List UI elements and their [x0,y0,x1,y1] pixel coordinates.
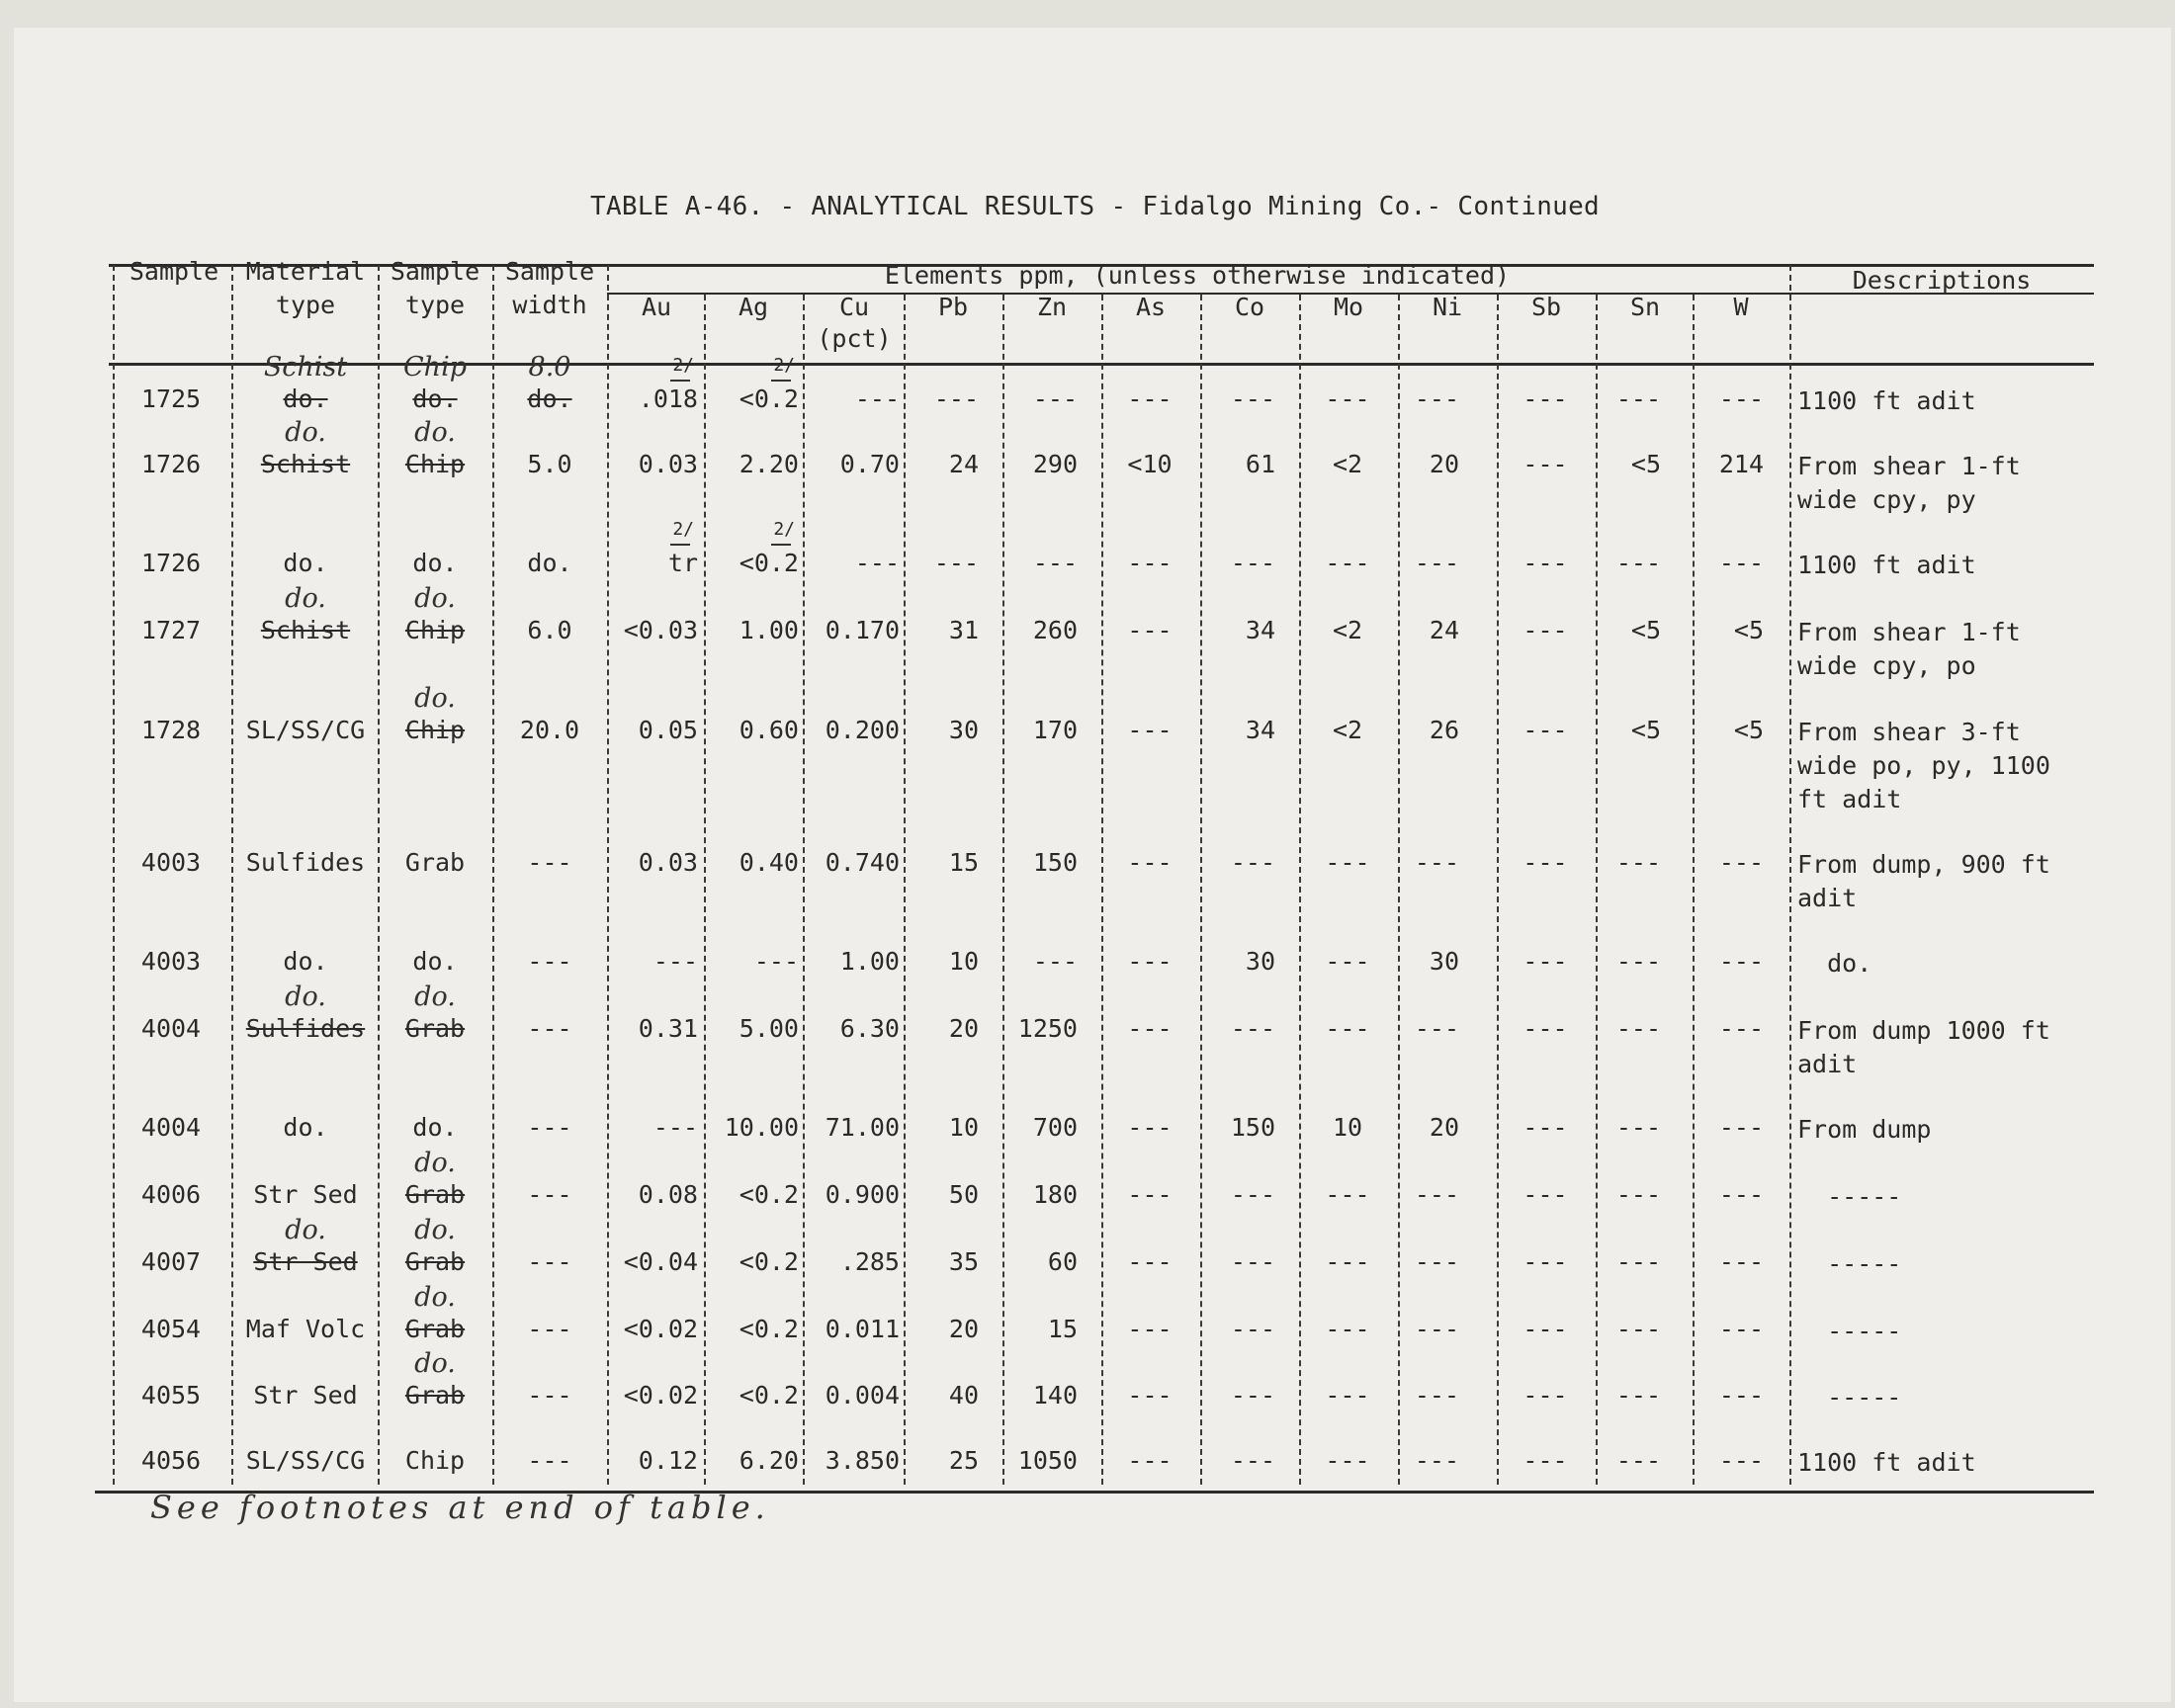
cell-as: <10 [1127,450,1173,478]
cell-au: <0.02 [623,1381,698,1409]
table-title: TABLE A-46. - ANALYTICAL RESULTS - Fidalgo Mining Co.- Continued [590,192,1601,221]
handwritten-annotation: do. [414,1282,456,1313]
cell-ag: <0.2 [739,384,799,413]
cell-width: --- [527,1446,572,1475]
cell-sb: --- [1522,450,1568,478]
cell-cu: --- [854,549,900,577]
description-line: 1100 ft adit [1797,386,1976,415]
cell-co: --- [1230,1446,1275,1475]
header-as: As [1135,293,1167,321]
cell-cu: 0.011 [825,1315,900,1343]
cell-ag: 0.40 [739,848,799,877]
cell-sn: --- [1615,384,1661,413]
description-line: adit [1797,884,1858,912]
header-sample-type: type [404,291,466,319]
cell-mo: --- [1325,848,1370,877]
description-line: ----- [1797,1249,1902,1278]
cell-mo: --- [1325,1446,1370,1475]
cell-cu: 1.00 [839,947,900,976]
cell-cu: 3.850 [825,1446,900,1475]
cell-co: 61 [1245,450,1275,478]
cell-co: --- [1230,848,1275,877]
cell-sample: 1726 [140,450,202,478]
cell-cu: 0.004 [825,1381,900,1409]
description-line: wide po, py, 1100 [1797,751,2050,780]
cell-as: --- [1127,1247,1173,1276]
description-line: do. [1797,949,1872,978]
cell-ag: 0.60 [739,716,799,744]
description-line: 1100 ft adit [1797,1448,1976,1477]
cell-co: --- [1230,1247,1275,1276]
description-line: adit [1797,1050,1858,1078]
cell-pb: 40 [948,1381,979,1409]
handwritten-annotation: do. [285,982,326,1012]
header-w: W [1733,293,1749,321]
cell-au: <0.02 [623,1315,698,1343]
description-line: ----- [1797,1383,1902,1411]
cell-as: --- [1127,947,1173,976]
cell-width: 6.0 [527,616,572,644]
cell-ni: --- [1414,1180,1459,1209]
column-divider [803,295,805,1485]
cell-au: 0.12 [638,1446,698,1475]
footnote-ref-rule [771,380,791,382]
cell-sample: 1728 [140,716,202,744]
cell-sb: --- [1522,1247,1568,1276]
cell-co: --- [1230,1381,1275,1409]
cell-stype: Grab [404,1014,466,1043]
description-line: ----- [1797,1182,1902,1211]
handwritten-annotation: do. [414,1348,456,1379]
handwritten-annotation: do. [285,583,326,614]
cell-sample: 4003 [140,848,202,877]
cell-sb: --- [1522,947,1568,976]
cell-sb: --- [1522,616,1568,644]
cell-sample: 1725 [140,384,202,413]
cell-zn: 290 [1032,450,1078,478]
cell-au: 0.03 [638,848,698,877]
cell-sb: --- [1522,848,1568,877]
cell-ag: <0.2 [739,1180,799,1209]
cell-zn: --- [1032,947,1078,976]
cell-as: --- [1127,1446,1173,1475]
cell-sb: --- [1522,1315,1568,1343]
cell-zn: 140 [1032,1381,1078,1409]
cell-sample: 4006 [140,1180,202,1209]
description-line: wide cpy, po [1797,651,1976,680]
handwritten-annotation: do. [414,583,456,614]
handwritten-annotation: do. [414,1148,456,1178]
cell-sn: --- [1615,1315,1661,1343]
cell-sb: --- [1522,549,1568,577]
cell-as: --- [1127,616,1173,644]
cell-w: --- [1718,1381,1764,1409]
cell-as: --- [1127,549,1173,577]
handwritten-annotation: do. [285,1215,326,1245]
cell-cu: 0.900 [825,1180,900,1209]
cell-stype: do. [412,384,458,413]
footnote-ref-rule [771,544,791,546]
cell-au: tr [667,549,698,577]
cell-material: SL/SS/CG [245,1446,366,1475]
cell-cu: 6.30 [839,1014,900,1043]
cell-material: Str Sed [253,1381,358,1409]
cell-sn: --- [1615,1247,1661,1276]
cell-zn: --- [1032,549,1078,577]
cell-sn: --- [1615,947,1661,976]
cell-cu: .285 [839,1247,900,1276]
cell-sb: --- [1522,1014,1568,1043]
cell-stype: do. [412,549,458,577]
cell-zn: 60 [1047,1247,1078,1276]
header-pb: Pb [937,293,969,321]
cell-stype: Grab [404,848,466,877]
handwritten-annotation: do. [414,417,456,448]
cell-w: <5 [1733,616,1764,644]
cell-cu: 71.00 [825,1113,900,1142]
cell-au: --- [652,947,698,976]
cell-sb: --- [1522,716,1568,744]
cell-w: --- [1718,549,1764,577]
cell-ni: --- [1414,549,1459,577]
cell-stype: Chip [404,450,466,478]
cell-ni: --- [1414,1014,1459,1043]
cell-ni: 20 [1429,450,1459,478]
cell-au: --- [652,1113,698,1142]
cell-zn: 700 [1032,1113,1078,1142]
cell-pb: 24 [948,450,979,478]
cell-zn: 1250 [1017,1014,1078,1043]
cell-pb: 50 [948,1180,979,1209]
cell-width: do. [527,549,572,577]
cell-ag: 6.20 [739,1446,799,1475]
cell-ag: 1.00 [739,616,799,644]
cell-zn: 150 [1032,848,1078,877]
cell-pb: --- [933,549,979,577]
handwritten-annotation: do. [414,1215,456,1245]
cell-sb: --- [1522,1180,1568,1209]
cell-as: --- [1127,1014,1173,1043]
footnote-ref: 2/ [773,519,795,540]
footnote-ref: 2/ [672,519,694,540]
cell-mo: <2 [1332,716,1363,744]
cell-cu: 0.740 [825,848,900,877]
description-line: 1100 ft adit [1797,551,1976,579]
cell-width: --- [527,1014,572,1043]
cell-w: --- [1718,947,1764,976]
cell-w: --- [1718,1180,1764,1209]
cell-co: 34 [1245,716,1275,744]
cell-ni: --- [1414,1247,1459,1276]
cell-w: <5 [1733,716,1764,744]
cell-w: --- [1718,1247,1764,1276]
cell-sb: --- [1522,1446,1568,1475]
cell-sample: 4003 [140,947,202,976]
cell-ni: --- [1414,1381,1459,1409]
cell-co: --- [1230,1180,1275,1209]
cell-w: --- [1718,1446,1764,1475]
cell-stype: Chip [404,616,466,644]
header-material: Material [245,257,366,286]
header-au: Au [641,293,672,321]
cell-w: --- [1718,1014,1764,1043]
cell-ni: --- [1414,1446,1459,1475]
footnote-ref: 2/ [672,355,694,376]
cell-pb: 15 [948,848,979,877]
cell-au: <0.04 [623,1247,698,1276]
cell-stype: Grab [404,1381,466,1409]
handwritten-annotation: do. [414,982,456,1012]
header-sb: Sb [1530,293,1562,321]
cell-width: --- [527,1315,572,1343]
cell-cu: 0.70 [839,450,900,478]
description-line: From dump 1000 ft [1797,1016,2050,1045]
cell-sb: --- [1522,1113,1568,1142]
cell-w: --- [1718,848,1764,877]
cell-width: --- [527,848,572,877]
cell-sn: --- [1615,1446,1661,1475]
cell-ag: <0.2 [739,1381,799,1409]
cell-stype: Grab [404,1247,466,1276]
cell-co: --- [1230,1315,1275,1343]
cell-width: --- [527,947,572,976]
cell-w: --- [1718,1315,1764,1343]
column-divider [1789,265,1791,1485]
cell-sn: --- [1615,549,1661,577]
description-line: ft adit [1797,785,1902,813]
header-sample: Sample [129,257,219,286]
cell-sample: 4055 [140,1381,202,1409]
handwritten-annotation: do. [285,417,326,448]
handwritten-annotation: Chip [403,352,467,383]
cell-stype: Grab [404,1180,466,1209]
cell-width: --- [527,1180,572,1209]
header-cu: Cu [838,293,870,321]
cell-pb: 25 [948,1446,979,1475]
cell-as: --- [1127,848,1173,877]
cell-pb: --- [933,384,979,413]
cell-width: --- [527,1247,572,1276]
cell-material: Maf Volc [245,1315,366,1343]
cell-sn: --- [1615,1113,1661,1142]
cell-as: --- [1127,1180,1173,1209]
cell-sn: <5 [1630,450,1661,478]
cell-material: Sulfides [245,848,366,877]
cell-w: 214 [1718,450,1764,478]
cell-material: Str Sed [253,1247,358,1276]
cell-mo: <2 [1332,616,1363,644]
cell-sn: --- [1615,1014,1661,1043]
header-ag: Ag [738,293,769,321]
header-material: type [275,291,336,319]
header-co: Co [1234,293,1265,321]
cell-sn: --- [1615,1180,1661,1209]
cell-au: 0.08 [638,1180,698,1209]
cell-material: Str Sed [253,1180,358,1209]
cell-au: <0.03 [623,616,698,644]
cell-pb: 31 [948,616,979,644]
cell-zn: 1050 [1017,1446,1078,1475]
cell-zn: 170 [1032,716,1078,744]
footnote-ref-rule [670,544,690,546]
cell-sample: 4007 [140,1247,202,1276]
cell-au: 0.05 [638,716,698,744]
cell-sample: 4004 [140,1113,202,1142]
cell-ag: 5.00 [739,1014,799,1043]
cell-width: --- [527,1113,572,1142]
cell-zn: 15 [1047,1315,1078,1343]
cell-co: --- [1230,1014,1275,1043]
cell-au: 0.31 [638,1014,698,1043]
cell-sn: --- [1615,1381,1661,1409]
cell-ag: <0.2 [739,549,799,577]
footnote-ref: 2/ [773,355,795,376]
description-line: ----- [1797,1317,1902,1345]
header-sample-width: Sample [504,257,595,286]
cell-ni: 20 [1429,1113,1459,1142]
cell-mo: --- [1325,384,1370,413]
cell-stype: Chip [404,716,466,744]
cell-width: --- [527,1381,572,1409]
cell-mo: --- [1325,549,1370,577]
cell-pb: 30 [948,716,979,744]
cell-mo: --- [1325,947,1370,976]
cell-sn: <5 [1630,716,1661,744]
cell-width: 20.0 [519,716,580,744]
cell-mo: 10 [1332,1113,1363,1142]
cell-mo: <2 [1332,450,1363,478]
cell-w: --- [1718,384,1764,413]
cell-ni: --- [1414,1315,1459,1343]
cell-as: --- [1127,384,1173,413]
cell-ni: 26 [1429,716,1459,744]
cell-w: --- [1718,1113,1764,1142]
cell-sb: --- [1522,1381,1568,1409]
cell-co: --- [1230,549,1275,577]
cell-stype: Chip [404,1446,466,1475]
column-divider [113,265,115,1485]
cell-mo: --- [1325,1315,1370,1343]
cell-mo: --- [1325,1014,1370,1043]
cell-material: Schist [260,616,351,644]
cell-as: --- [1127,1315,1173,1343]
cell-sample: 1726 [140,549,202,577]
handwritten-annotation: do. [414,683,456,714]
handwritten-footnote: See footnotes at end of table. [150,1489,770,1526]
cell-material: do. [283,947,328,976]
cell-ag: <0.2 [739,1315,799,1343]
cell-pb: 20 [948,1014,979,1043]
cell-ni: 24 [1429,616,1459,644]
cell-co: --- [1230,384,1275,413]
footnote-ref-rule [670,380,690,382]
description-line: wide cpy, py [1797,485,1976,514]
header-elements-group: Elements ppm, (unless otherwise indicated) [884,261,1511,290]
cell-width: do. [527,384,572,413]
cell-mo: --- [1325,1381,1370,1409]
cell-material: do. [283,384,328,413]
cell-au: 0.03 [638,450,698,478]
cell-pb: 10 [948,947,979,976]
cell-ag: <0.2 [739,1247,799,1276]
cell-ag: --- [753,947,799,976]
cell-cu: 0.200 [825,716,900,744]
cell-pb: 20 [948,1315,979,1343]
cell-sb: --- [1522,384,1568,413]
cell-co: 150 [1230,1113,1275,1142]
cell-sample: 4056 [140,1446,202,1475]
cell-width: 5.0 [527,450,572,478]
cell-as: --- [1127,1381,1173,1409]
cell-sample: 4054 [140,1315,202,1343]
description-line: From shear 1-ft [1797,618,2021,646]
cell-sn: <5 [1630,616,1661,644]
cell-mo: --- [1325,1180,1370,1209]
header-descriptions: Descriptions [1852,266,2032,295]
handwritten-annotation: 8.0 [528,352,571,383]
cell-as: --- [1127,716,1173,744]
header-sample-type: Sample [390,257,480,286]
cell-pb: 35 [948,1247,979,1276]
cell-co: 34 [1245,616,1275,644]
cell-as: --- [1127,1113,1173,1142]
cell-cu: 0.170 [825,616,900,644]
cell-sample: 4004 [140,1014,202,1043]
cell-material: SL/SS/CG [245,716,366,744]
cell-zn: --- [1032,384,1078,413]
description-line: From shear 3-ft [1797,718,2021,746]
handwritten-annotation: Schist [263,352,348,383]
cell-material: do. [283,549,328,577]
cell-ag: 2.20 [739,450,799,478]
cell-au: .018 [638,384,698,413]
header-mo: Mo [1333,293,1364,321]
cell-zn: 260 [1032,616,1078,644]
description-line: From dump [1797,1115,1932,1144]
description-line: From shear 1-ft [1797,452,2021,480]
description-line: From dump, 900 ft [1797,850,2050,879]
header-zn: Zn [1036,293,1068,321]
cell-pb: 10 [948,1113,979,1142]
cell-ni: --- [1414,848,1459,877]
cell-stype: do. [412,947,458,976]
cell-co: 30 [1245,947,1275,976]
cell-stype: Grab [404,1315,466,1343]
header-cu-unit: (pct) [817,324,892,353]
cell-sn: --- [1615,848,1661,877]
header-ni: Ni [1432,293,1463,321]
cell-ni: --- [1414,384,1459,413]
cell-material: Sulfides [245,1014,366,1043]
cell-stype: do. [412,1113,458,1142]
header-sample-width: width [512,291,587,319]
cell-zn: 180 [1032,1180,1078,1209]
cell-material: Schist [260,450,351,478]
cell-mo: --- [1325,1247,1370,1276]
cell-ni: 30 [1429,947,1459,976]
cell-ag: 10.00 [724,1113,799,1142]
cell-sample: 1727 [140,616,202,644]
header-sn: Sn [1629,293,1661,321]
cell-cu: --- [854,384,900,413]
cell-material: do. [283,1113,328,1142]
